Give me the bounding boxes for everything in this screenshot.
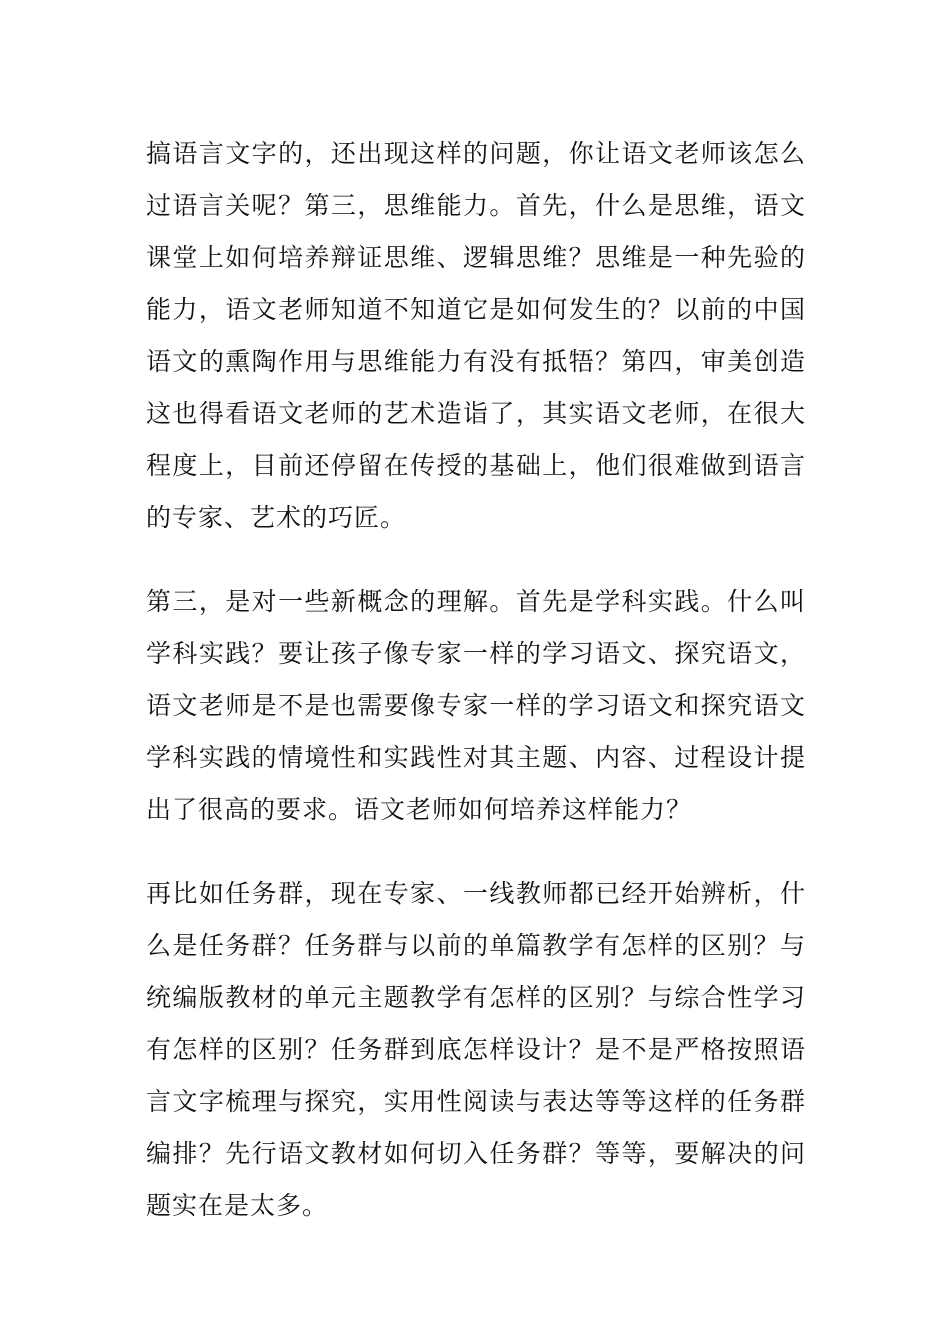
- text-line: 能力，语文老师知道不知道它是如何发生的？以前的中国: [146, 295, 806, 324]
- text-line: 出了很高的要求。语文老师如何培养这样能力？: [146, 795, 693, 824]
- text-line: 程度上，目前还停留在传授的基础上，他们很难做到语言: [146, 451, 806, 480]
- text-line: 语文老师是不是也需要像专家一样的学习语文和探究语文: [146, 691, 806, 720]
- text-line: 么是任务群？任务群与以前的单篇教学有怎样的区别？与: [146, 931, 806, 960]
- text-line: 编排？先行语文教材如何切入任务群？等等，要解决的问: [146, 1139, 806, 1168]
- paragraph-3: [146, 868, 806, 1232]
- text-line: 统编版教材的单元主题教学有怎样的区别？与综合性学习: [146, 983, 806, 1012]
- text-line: 再比如任务群，现在专家、一线教师都已经开始辨析，什: [146, 879, 806, 908]
- paragraph-2: [146, 576, 806, 836]
- text-line: 学科实践的情境性和实践性对其主题、内容、过程设计提: [146, 743, 806, 772]
- paragraph-1: [146, 128, 806, 544]
- text-line: 第三，是对一些新概念的理解。首先是学科实践。什么叫: [146, 587, 806, 616]
- text-line: 言文字梳理与探究，实用性阅读与表达等等这样的任务群: [146, 1087, 806, 1116]
- text-line: 的专家、艺术的巧匠。: [146, 503, 407, 532]
- text-line: 这也得看语文老师的艺术造诣了，其实语文老师，在很大: [146, 399, 806, 428]
- text-line: 题实在是太多。: [146, 1191, 329, 1220]
- text-line: 搞语言文字的，还出现这样的问题，你让语文老师该怎么: [146, 139, 806, 168]
- text-line: 课堂上如何培养辩证思维、逻辑思维？思维是一种先验的: [146, 243, 806, 272]
- text-line: 语文的熏陶作用与思维能力有没有抵牾？第四，审美创造: [146, 347, 806, 376]
- text-line: 过语言关呢？第三，思维能力。首先，什么是思维，语文: [146, 191, 806, 220]
- text-line: 有怎样的区别？任务群到底怎样设计？是不是严格按照语: [146, 1035, 806, 1064]
- text-line: 学科实践？要让孩子像专家一样的学习语文、探究语文，: [146, 639, 806, 668]
